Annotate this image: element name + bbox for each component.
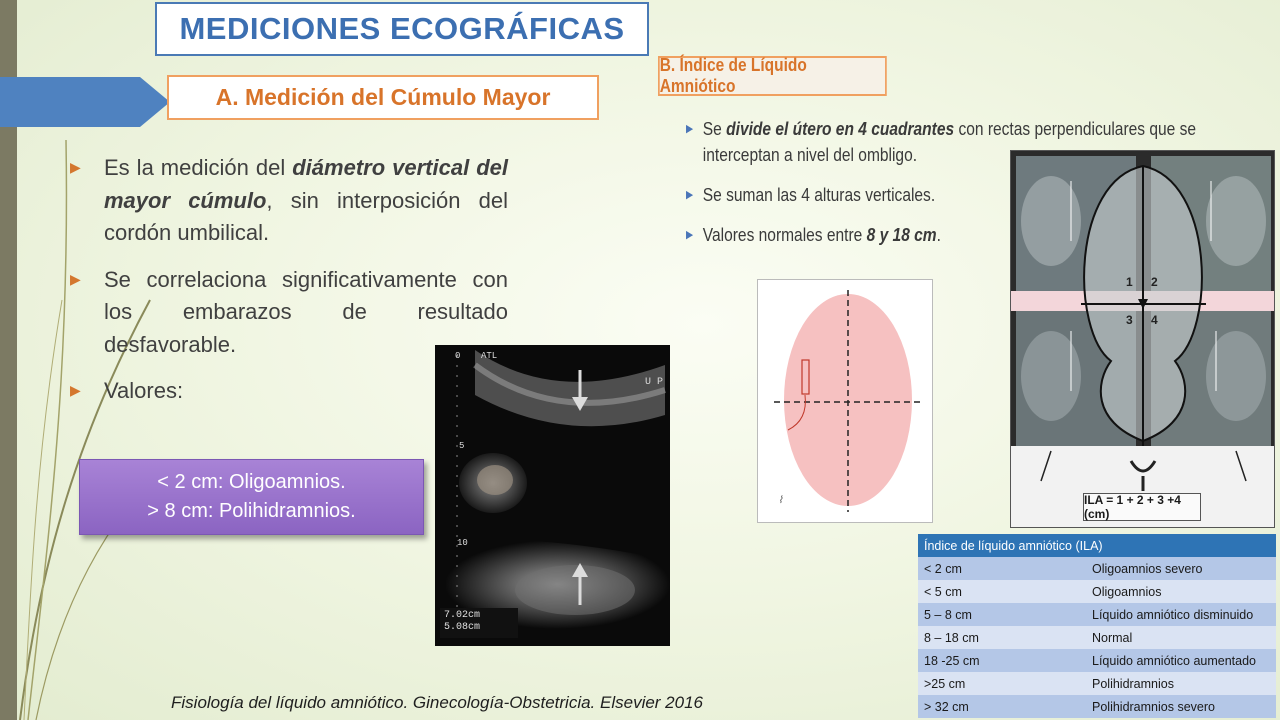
ila-formula: ILA = 1 + 2 + 3 +4 (cm)	[1083, 493, 1201, 521]
quadrant-ultrasound-graphic	[1011, 151, 1275, 528]
value-polihidramnios: > 8 cm: Polihidramnios.	[147, 500, 356, 522]
quadrant-label-4: 4	[1151, 313, 1158, 327]
arrow-bullet-icon: ▶	[70, 270, 81, 287]
table-cell-label: Normal	[1086, 626, 1276, 649]
values-box	[79, 459, 424, 535]
table-cell-label: Oligoamnios	[1086, 580, 1276, 603]
table-row	[918, 672, 1276, 695]
ultrasound-image	[435, 345, 670, 646]
brand-label: ATL	[481, 351, 498, 361]
bullet-text: Se divide el útero en 4 cuadrantes con rectas perpendiculares que se interceptan a nivel del ombligo.	[702, 118, 1197, 165]
table-header: Índice de líquido amniótico (ILA)	[918, 534, 1276, 557]
table-cell-range: >25 cm	[918, 672, 1086, 695]
depth-label: 0	[455, 351, 461, 361]
table-header-row	[918, 534, 1276, 557]
ila-quadrants-figure	[1010, 150, 1275, 528]
table-cell-range: > 32 cm	[918, 695, 1086, 718]
table-row	[918, 580, 1276, 603]
section-arrow-decor	[0, 77, 170, 127]
table-cell-range: 18 -25 cm	[918, 649, 1086, 672]
arrow-bullet-icon: ▶	[686, 189, 694, 201]
quadrant-label-2: 2	[1151, 275, 1158, 289]
table-row	[918, 603, 1276, 626]
section-a-title: A. Medición del Cúmulo Mayor	[167, 75, 599, 120]
table-row	[918, 557, 1276, 580]
bullet-text: Se correlaciona significativamente con los embarazos de resultado desfavorable.	[104, 266, 508, 357]
table-row	[918, 695, 1276, 718]
table-cell-range: < 2 cm	[918, 557, 1086, 580]
arrow-bullet-icon: ▶	[70, 159, 81, 175]
depth-label: 5	[459, 441, 465, 451]
arrow-bullet-icon: ▶	[686, 123, 694, 135]
probe-mark: ⌇	[778, 495, 783, 506]
ultrasound-scan-graphic	[435, 345, 670, 646]
bullet-text: Valores normales entre 8 y 18 cm.	[702, 224, 941, 245]
quadrant-drawing	[758, 280, 934, 524]
bullet-text: Es la medición del diámetro vertical del mayor cúmulo, sin interposición del cordón umbilical.	[104, 155, 508, 245]
table-cell-label: Polihidramnios	[1086, 672, 1276, 695]
bullet-text: Valores:	[104, 378, 184, 403]
table-cell-label: Líquido amniótico aumentado	[1086, 649, 1276, 672]
value-oligoamnios: < 2 cm: Oligoamnios.	[157, 471, 346, 493]
arrow-bullet-icon: ▶	[70, 382, 81, 398]
quadrant-label-1: 1	[1126, 275, 1133, 289]
table-cell-range: 8 – 18 cm	[918, 626, 1086, 649]
quadrant-label-3: 3	[1126, 313, 1133, 327]
table-cell-range: < 5 cm	[918, 580, 1086, 603]
table-cell-label: Líquido amniótico disminuido	[1086, 603, 1276, 626]
bullet-text: Se suman las 4 alturas verticales.	[702, 184, 936, 205]
depth-label: 10	[457, 538, 468, 548]
table-row	[918, 649, 1276, 672]
main-title: MEDICIONES ECOGRÁFICAS	[155, 2, 649, 56]
measurement-readout: 7.02cm 5.08cm	[440, 608, 518, 638]
bullet-item	[70, 152, 508, 250]
ila-table	[918, 534, 1276, 718]
arrow-bullet-icon: ▶	[686, 229, 694, 241]
orientation-label: U P	[645, 377, 664, 388]
section-b-title: B. Índice de Líquido Amniótico	[658, 56, 887, 96]
table-row	[918, 626, 1276, 649]
uterus-quadrant-diagram	[757, 279, 933, 523]
table-cell-range: 5 – 8 cm	[918, 603, 1086, 626]
table-cell-label: Oligoamnios severo	[1086, 557, 1276, 580]
table-cell-label: Polihidramnios severo	[1086, 695, 1276, 718]
citation: Fisiología del líquido amniótico. Ginecología-Obstetricia. Elsevier 2016	[171, 693, 703, 712]
